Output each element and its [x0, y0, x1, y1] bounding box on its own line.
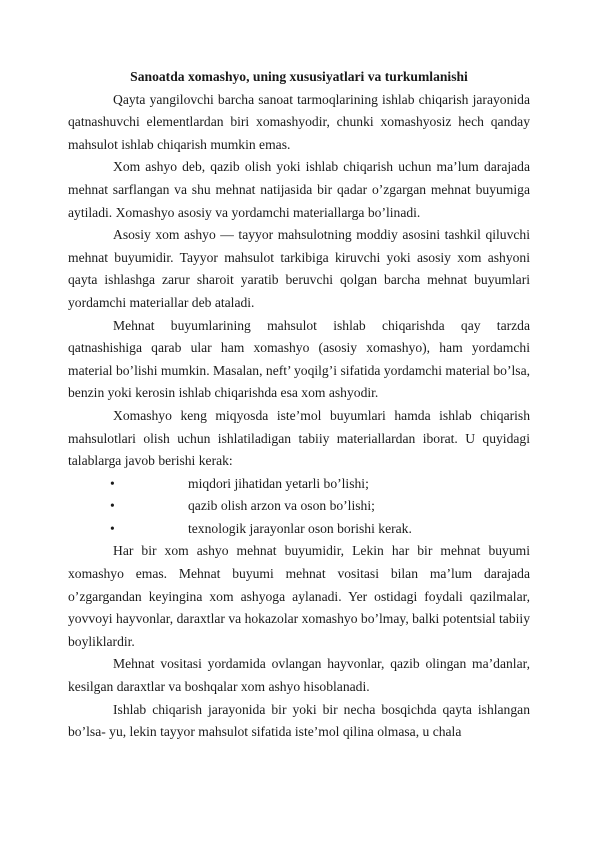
- bullet-mark: •: [110, 498, 115, 514]
- document-page: [68, 66, 530, 744]
- bullet-mark: •: [110, 475, 115, 491]
- paragraph-labor-objects: Mehnat buyumlarining mahsulot ishlab chiqarishda qay tarzda qatnashishiga qarab ular ham xomashyo (asosiy xomashyo), ham yordamchi material bo’lishi mumkin. Masalan, neft’ yoqilg’i sifatida yordamchi material bo’lsa, benzin yoki kerosin ishlab chiqarishda esa xom ashyodir.: [68, 317, 530, 401]
- paragraph-main-raw-material: Asosiy xom ashyo — tayyor mahsulotning moddiy asosini tashkil qiluvchi mehnat buyumidir. Tayyor mahsulot tarkibiga kiruvchi yoki asosiy xom ashyoni qayta ishlashga zarur sharoit yaratib beruvchi qolgan barcha mehnat buyumlari yordamchi materiallar deb ataladi.: [68, 227, 530, 310]
- bullet-text: miqdori jihatidan yetarli bo’lishi;: [188, 475, 369, 491]
- paragraph-labor-object-note: Har bir xom ashyo mehnat buyumidir, Lekin har bir mehnat buyumi xomashyo emas. Mehnat buyumi mehnat vositasi bilan ma’lum darajada o’zgargandan keyingina xom ashyoga aylanadi. Yer ostidagi foydali qazilmalar, yovvoyi hayvonlar, daraxtlar va hokazolar xomashyo bo’lmay, balki potentsial tabiiy boyliklardir.: [68, 543, 530, 649]
- paragraph-production-stages: Ishlab chiqarish jarayonida bir yoki bir necha bosqichda qayta ishlangan bo’lsa- yu, lekin tayyor mahsulot sifatida iste’mol qilina olmasa, u chala: [68, 701, 530, 740]
- list-item: [68, 495, 530, 518]
- document-title: Sanoatda xomashyo, uning xususiyatlari va turkumlanishi: [130, 69, 468, 84]
- paragraph-hunted-animals: Mehnat vositasi yordamida ovlangan hayvonlar, qazib olingan ma’danlar, kesilgan daraxtlar va boshqalar xom ashyo hisoblanadi.: [68, 656, 530, 695]
- list-item: [68, 473, 530, 496]
- list-item: [68, 518, 530, 541]
- bullet-text: qazib olish arzon va oson bo’lishi;: [188, 498, 375, 514]
- bullet-text: texnologik jarayonlar oson borishi kerak.: [188, 520, 412, 536]
- bullet-mark: •: [110, 520, 115, 536]
- paragraph-definition: Xom ashyo deb, qazib olish yoki ishlab chiqarish uchun ma’lum darajada mehnat sarflangan va shu mehnat natijasida bir qadar o’zgargan mehnat buyumiga aytiladi. Xomashyo asosiy va yordamchi materiallarga bo’linadi.: [68, 159, 530, 220]
- paragraph-intro: Qayta yangilovchi barcha sanoat tarmoqlarining ishlab chiqarish jarayonida qatnashuvchi elementlardan biri xomashyodir, chunki xomashyosiz hech qanday mahsulot ishlab chiqarish mumkin emas.: [68, 91, 530, 152]
- paragraph-requirements: Xomashyo keng miqyosda iste’mol buyumlari hamda ishlab chiqarish mahsulotlari olish uchun ishlatiladigan tabiiy materiallardan iborat. U quyidagi talablarga javob berishi kerak:: [68, 407, 530, 469]
